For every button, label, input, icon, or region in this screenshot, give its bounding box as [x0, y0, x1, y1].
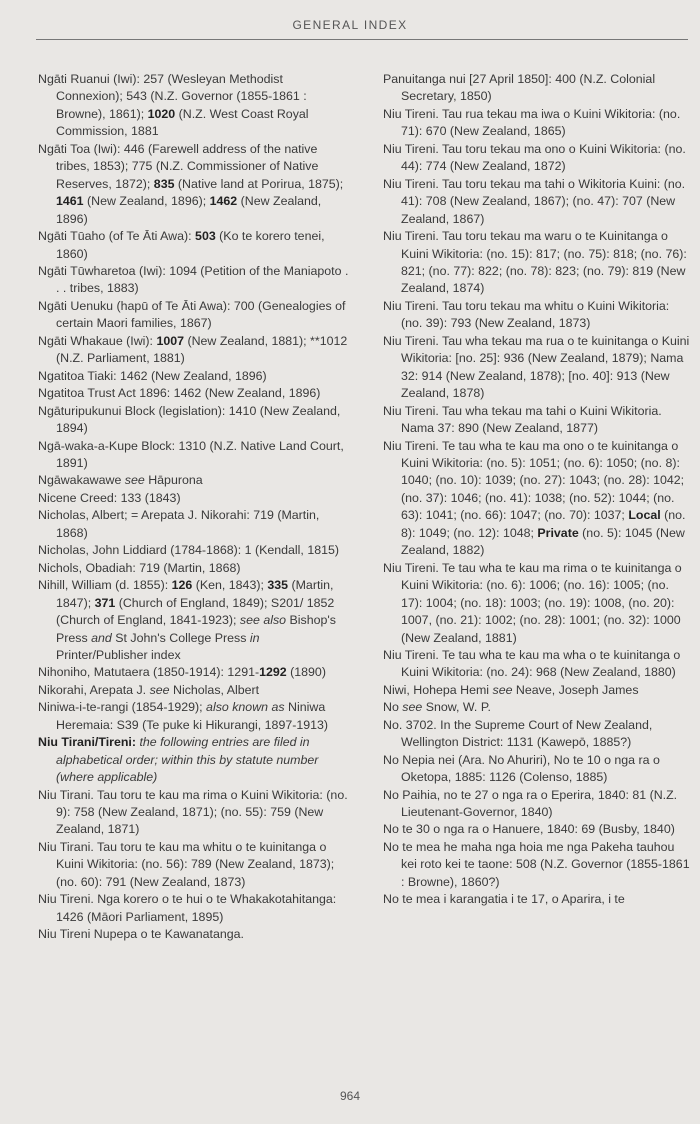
entry-text: Ngāturipukunui Block (legislation): 1410 (New Zealand, 1894)	[38, 403, 341, 436]
entry-text: Snow, W. P.	[422, 700, 491, 715]
bold-reference: 835	[153, 176, 175, 191]
index-entry	[383, 699, 693, 716]
italic-term: and	[91, 630, 112, 645]
entry-text: (Martin, 1847);	[56, 578, 334, 610]
entry-text: Ngāti Ruanui (Iwi): 257 (Wesleyan Methodist Connexion); 543 (N.Z. Governor (1855-1861 : Browne), 1861);	[38, 72, 307, 121]
entry-text: Ngāti Tūwharetoa (Iwi): 1094 (Petition of the Maniapoto . . . tribes, 1883)	[38, 263, 349, 296]
entry-text: No	[383, 700, 403, 715]
index-entry	[383, 438, 693, 560]
index-entry	[383, 752, 693, 787]
entry-text: Niu Tireni. Tau toru tekau ma tahi o Wikitoria Kuini: (no. 41): 708 (New Zealand, 1867); (no. 47): 707 (New Zealand, 1867)	[383, 176, 686, 226]
header-rule	[36, 39, 688, 40]
index-entry	[38, 926, 353, 943]
index-entry	[383, 106, 693, 141]
index-entry	[38, 141, 353, 228]
entry-text: Printer/Publisher index	[56, 647, 181, 662]
index-entry	[383, 403, 693, 438]
right-column	[383, 71, 693, 909]
entry-text: (1890)	[286, 665, 326, 680]
bold-reference: Local	[628, 508, 661, 523]
index-entry	[38, 577, 353, 664]
entry-text: Niu Tireni. Te tau wha te kau ma ono o te kuinitanga o Kuini Wikitoria: (no. 5): 1051; (no. 6): 1050; (no. 8): 1040; (no. 10): 1039; (no. 27): 1043; (no. 28): 1042; (no. 37): 1046; (no. 41): 1038; (no. 52): 1044; (no. 63): 1041; (no. 66): 1047; (no. 70): 1037;	[383, 438, 685, 523]
index-entry	[383, 647, 693, 682]
entry-text: (no. 5): 1045 (New Zealand, 1882)	[401, 525, 685, 558]
index-entry	[38, 839, 353, 891]
left-column	[38, 71, 353, 944]
entry-text: Niu Tirani. Tau toru te kau ma rima o Kuini Wikitoria: (no. 9): 758 (New Zealand, 1871); (no. 55): 759 (New Zealand, 1871)	[38, 787, 348, 837]
index-entry	[383, 141, 693, 176]
entry-text: Nicene Creed: 133 (1843)	[38, 490, 181, 505]
bold-reference: Private	[537, 525, 579, 540]
entry-text: Ngāti Uenuku (hapū of Te Āti Awa): 700 (Genealogies of certain Maori families, 1867)	[38, 298, 346, 331]
bold-reference: 126	[171, 578, 193, 593]
index-entry	[38, 699, 353, 734]
index-entry	[38, 71, 353, 141]
index-entry	[383, 71, 693, 106]
italic-term: see	[492, 682, 513, 697]
bold-reference: 371	[94, 595, 116, 610]
entry-text: Niu Tireni. Nga korero o te hui o te Whakakotahitanga: 1426 (Māori Parliament, 1895)	[38, 892, 337, 924]
index-entry	[38, 507, 353, 542]
entry-text: Nicholas, Albert	[169, 682, 260, 697]
index-entry	[383, 560, 693, 647]
italic-term: the following entries are filed in alphabetical order; within this by statute number (where applicable)	[56, 735, 319, 785]
index-entry	[38, 385, 353, 402]
index-entry	[383, 228, 693, 298]
entry-text: (Church of England, 1849); S201/ 1852 (Church of England, 1841-1923);	[56, 595, 335, 628]
entry-text: Ngāti Toa (Iwi): 446 (Farewell address of the native tribes, 1853); 775 (N.Z. Commissioner of Native Reserves, 1872);	[38, 141, 319, 191]
index-entry	[38, 228, 353, 263]
index-entry	[38, 438, 353, 473]
index-entry	[383, 839, 693, 891]
index-entry	[38, 368, 353, 385]
bold-reference: 1461	[56, 194, 84, 209]
page-number: 964	[339, 1089, 361, 1103]
entry-text: (Native land at Porirua, 1875);	[174, 176, 344, 191]
entry-text: St John's College Press	[111, 630, 250, 645]
index-entry	[383, 821, 693, 838]
index-entry	[38, 403, 353, 438]
entry-text: No. 3702. In the Supreme Court of New Zealand, Wellington District: 1131 (Kawepō, 1885?)	[383, 717, 653, 750]
entry-text: Hāpurona	[144, 473, 203, 488]
entry-text: (New Zealand, 1896);	[83, 194, 210, 209]
entry-text: Nicholas, Albert; = Arepata J. Nikorahi: 719 (Martin, 1868)	[38, 508, 320, 540]
bold-reference: 1007	[156, 333, 185, 348]
bold-reference: 503	[195, 229, 216, 244]
entry-text: Niwi, Hohepa Hemi	[383, 682, 493, 697]
entry-text: Niu Tireni Nupepa o te Kawanatanga.	[38, 927, 244, 942]
index-entry	[383, 298, 693, 333]
entry-text: No te 30 o nga ra o Hanuere, 1840: 69 (Busby, 1840)	[383, 822, 675, 837]
index-entry	[38, 298, 353, 333]
italic-term: see also	[239, 613, 287, 628]
index-entry	[383, 682, 693, 699]
entry-text: Niu Tireni. Tau rua tekau ma iwa o Kuini Wikitoria: (no. 71): 670 (New Zealand, 1865)	[383, 106, 681, 139]
entry-text: Nichols, Obadiah: 719 (Martin, 1868)	[38, 560, 241, 575]
entry-text: (New Zealand, 1881); **1012 (N.Z. Parliament, 1881)	[56, 333, 348, 366]
entry-text: Niu Tireni. Te tau wha te kau ma rima o te kuinitanga o Kuini Wikitoria: (no. 6): 1006; (no. 16): 1005; (no. 17): 1004; (no. 18): 1003; (no. 19): 1008, (no. 20): 1007, (no. 21): 1002; (no. 28): 1001; (no. 32): 1000 (New Zealand, 1881)	[383, 560, 682, 645]
entry-text: Niu Tireni. Tau toru tekau ma whitu o Kuini Wikitoria: (no. 39): 793 (New Zealand, 1873)	[383, 298, 670, 331]
entry-text: (N.Z. West Coast Royal Commission, 1881	[56, 106, 309, 139]
index-entry	[38, 891, 353, 926]
italic-term: in	[249, 630, 260, 645]
entry-text: Niu Tireni. Tau wha tekau ma tahi o Kuini Wikitoria. Nama 37: 890 (New Zealand, 1877)	[383, 403, 662, 436]
entry-text: No Paihia, no te 27 o nga ra o Eperira, 1840: 81 (N.Z. Lieutenant-Governor, 1840)	[383, 787, 678, 820]
index-entry	[38, 734, 353, 786]
entry-text: (Ken, 1843);	[192, 578, 268, 593]
entry-text: Nihill, William (d. 1855):	[38, 578, 172, 593]
entry-text: Ngāti Whakaue (Iwi):	[38, 333, 157, 348]
bold-reference: 1020	[147, 106, 176, 121]
index-entry	[38, 263, 353, 298]
entry-text: Ngatitoa Tiaki: 1462 (New Zealand, 1896)	[38, 368, 267, 383]
index-entry	[38, 472, 353, 489]
index-entry	[38, 560, 353, 577]
entry-text: Nihoniho, Matutaera (1850-1914): 1291-	[38, 665, 260, 680]
entry-text: Nikorahi, Arepata J.	[38, 682, 150, 697]
entry-text: Neave, Joseph James	[512, 682, 639, 697]
index-entry	[38, 787, 353, 839]
entry-text: Ngā-waka-a-Kupe Block: 1310 (N.Z. Native Land Court, 1891)	[38, 438, 344, 470]
index-entry	[383, 787, 693, 822]
entry-text: No Nepia nei (Ara. No Ahuriri), No te 10 o nga ra o Oketopa, 1885: 1126 (Colenso, 1885)	[383, 752, 660, 785]
index-entry	[38, 542, 353, 559]
italic-term: see	[402, 700, 423, 715]
bold-reference: 335	[267, 578, 289, 593]
italic-term: see	[149, 682, 170, 697]
index-entry	[38, 490, 353, 507]
bold-reference: 1462	[209, 194, 238, 209]
entry-text: (Ko te korero tenei, 1860)	[56, 229, 325, 261]
index-entry	[383, 717, 693, 752]
entry-text: Ngāti Tūaho (of Te Āti Awa):	[38, 229, 196, 244]
index-entry	[383, 891, 693, 908]
entry-text: Niniwa-i-te-rangi (1854-1929);	[38, 700, 207, 715]
entry-text: Niu Tireni. Tau toru tekau ma ono o Kuini Wikitoria: (no. 44): 774 (New Zealand, 1872)	[383, 141, 686, 174]
index-entry	[38, 682, 353, 699]
entry-text: (no. 8): 1049; (no. 12): 1048;	[401, 508, 686, 540]
entry-text: Niu Tireni. Tau wha tekau ma rua o te kuinitanga o Kuini Wikitoria: [no. 25]: 936 (New Zealand, 1879); Nama 32: 914 (New Zealand, 1878); [no. 40]: 913 (New Zealand, 1878)	[383, 333, 690, 401]
index-entry	[38, 333, 353, 368]
entry-text: Niniwa Heremaia: S39 (Te puke ki Hikurangi, 1897-1913)	[56, 700, 329, 732]
index-entry	[383, 176, 693, 228]
index-entry	[383, 333, 693, 403]
entry-text: (New Zealand, 1896)	[56, 194, 322, 226]
bold-reference: 1292	[259, 665, 287, 680]
running-header: GENERAL INDEX	[292, 18, 408, 32]
entry-text: Ngatitoa Trust Act 1896: 1462 (New Zealand, 1896)	[38, 386, 321, 401]
index-entry	[38, 664, 353, 681]
italic-term: see	[124, 473, 145, 488]
entry-text: Panuitanga nui [27 April 1850]: 400 (N.Z. Colonial Secretary, 1850)	[383, 72, 656, 104]
bold-reference: Niu Tirani/Tireni:	[38, 735, 140, 750]
entry-text: Ngāwakawawe	[38, 473, 125, 488]
entry-text: Niu Tireni. Tau toru tekau ma waru o te Kuinitanga o Kuini Wikitoria: (no. 15): 817; (no. 75): 818; (no. 76): 821; (no. 77): 822; (no. 78): 823; (no. 79): 819 (New Zealand, 1874)	[383, 229, 687, 296]
entry-text: Nicholas, John Liddiard (1784-1868): 1 (Kendall, 1815)	[38, 543, 340, 558]
entry-text: No te mea i karangatia i te 17, o Aparira, i te	[383, 892, 625, 907]
italic-term: also known as	[206, 700, 285, 715]
entry-text: Bishop's Press	[56, 613, 336, 645]
entry-text: Niu Tirani. Tau toru te kau ma whitu o te kuinitanga o Kuini Wikitoria: (no. 56): 789 (New Zealand, 1873); (no. 60): 791 (New Zealand, 1873)	[38, 839, 335, 889]
entry-text: No te mea he maha nga hoia me nga Pakeha tauhou kei roto kei te taone: 508 (N.Z. Governor (1855-1861 : Browne), 1860?)	[383, 839, 690, 889]
entry-text: Niu Tireni. Te tau wha te kau ma wha o te kuinitanga o Kuini Wikitoria: (no. 24): 968 (New Zealand, 1880)	[383, 647, 681, 680]
